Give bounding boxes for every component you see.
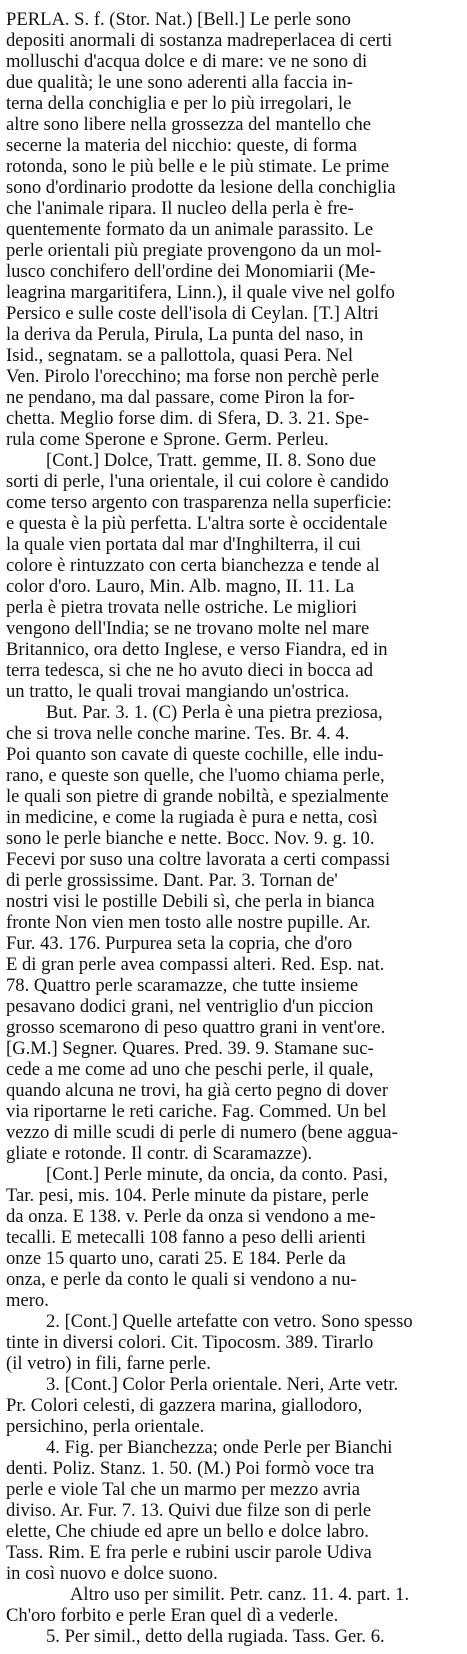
text-line: che l'animale ripara. Il nucleo della perla è fre- [6,198,354,219]
text-line: tinte in diversi colori. Cit. Tipocosm. 389. Tirarlo [6,1332,374,1353]
text-line: perle e viole Tal che un marmo per mezzo avria [6,1479,361,1500]
text-line: molluschi d'acqua dolce e di mare: ve ne sono di [6,51,368,72]
text-line: Tar. pesi, mis. 104. Perle minute da pistare, perle [6,1185,369,1206]
text-line: But. Par. 3. 1. (C) Perla è una pietra preziosa, [46,702,383,723]
text-line: e questa è la più perfetta. L'altra sorte è occidentale [6,513,388,534]
text-line: cede a me come ad uno che peschi perle, il quale, [6,1059,374,1080]
text-line: da onza. E 138. v. Perle da onza si vendono a me- [6,1206,376,1227]
text-line: Altro uso per similit. Petr. canz. 11. 4. part. 1. [70,1584,410,1605]
text-line: mero. [6,1290,49,1311]
text-line: [Cont.] Perle minute, da oncia, da conto. Pasi, [46,1164,388,1185]
text-line: vengono dell'India; se ne trovano molte nel mare [6,618,370,639]
text-line: PERLA. S. f. (Stor. Nat.) [Bell.] Le perle sono [6,9,351,30]
text-line: che si trova nelle conche marine. Tes. Br. 4. 4. [6,723,350,744]
text-line: [G.M.] Segner. Quares. Pred. 39. 9. Stamane suc- [6,1038,374,1059]
text-line: la quale vien portata dal mar d'Inghilterra, il cui [6,534,361,555]
text-line: rotonda, sono le più belle e le più stimate. Le prime [6,156,390,177]
text-line: ne pendano, ma dal passare, come Piron la for- [6,387,355,408]
text-line: come terso argento con trasparenza nella superficie: [6,492,392,513]
text-line: denti. Poliz. Stanz. 1. 50. (M.) Poi formò voce tra [6,1458,375,1479]
text-line: sono d'ordinario prodotte da lesione della conchiglia [6,177,396,198]
text-line: Persico e sulle coste dell'isola di Ceylan. [T.] Altri [6,303,379,324]
text-line: Ven. Pirolo l'orecchino; ma forse non perchè perle [6,366,380,387]
text-line: Tass. Rim. E fra perle e rubini uscir parole Udiva [6,1542,372,1563]
text-line: due qualità; le une sono aderenti alla faccia in- [6,72,353,93]
text-line: di perle grossissime. Dant. Par. 3. Tornan de' [6,870,338,891]
text-line: nostri visi le postille Debili sì, che perla in bianca [6,891,375,912]
text-line: (il vetro) in fili, farne perle. [6,1353,211,1374]
text-line: quentemente formato da un animale parassito. Le [6,219,374,240]
text-line: rula come Sperone e Sprone. Germ. Perleu. [6,429,329,450]
text-line: 4. Fig. per Bianchezza; onde Perle per Bianchi [46,1437,393,1458]
text-line: color d'oro. Lauro, Min. Alb. magno, II. 11. La [6,576,355,597]
text-line: terna della conchiglia e per lo più irregolari, le [6,93,352,114]
text-line: perle orientali più pregiate provengono da un mol- [6,240,382,261]
text-line: in così nuovo e dolce suono. [6,1563,218,1584]
text-line: onza, e perle da conto le quali si vendono a nu- [6,1269,357,1290]
text-line: Fur. 43. 176. Purpurea seta la copria, che d'oro [6,933,353,954]
text-line: lusco conchifero dell'ordine dei Monomiarii (Me- [6,261,376,282]
text-line: quando alcuna ne trovi, ha già certo pegno di dover [6,1080,389,1101]
text-line: 5. Per simil., detto della rugiada. Tass. Ger. 6. [46,1626,385,1647]
text-line: pesavano dodici grani, nel ventriglio d'un piccion [6,996,374,1017]
text-line: elette, Che chiude ed apre un bello e dolce labro. [6,1521,369,1542]
text-line: vezzo di mille scudi di perle di numero (bene aggua- [6,1122,398,1143]
text-line: leagrina margaritifera, Linn.), il quale vive nel golfo [6,282,395,303]
text-line: Ch'oro forbito e perle Eran quel dì a vederle. [6,1605,339,1626]
text-line: Fecevi por suso una coltre lavorata a certi compassi [6,849,391,870]
text-line: terra tedesca, si che ne ho avuto dieci in bocca ad [6,660,374,681]
text-line: fronte Non vien men tosto alle nostre pupille. Ar. [6,912,371,933]
text-line: chetta. Meglio forse dim. di Sfera, D. 3. 21. Spe- [6,408,370,429]
text-line: tecalli. E metecalli 108 fanno a peso delli arienti [6,1227,366,1248]
text-line: Pr. Colori celesti, di gazzera marina, giallodoro, [6,1395,363,1416]
text-line: gliate e rotonde. Il contr. di Scaramazze). [6,1143,313,1164]
text-line: 3. [Cont.] Color Perla orientale. Neri, Arte vetr. [46,1374,399,1395]
text-line: persichino, perla orientale. [6,1416,205,1437]
text-line: [Cont.] Dolce, Tratt. gemme, II. 8. Sono due [46,450,377,471]
text-line: rano, e queste son quelle, che l'uomo chiama perle, [6,765,385,786]
text-line: secerne la materia del nicchio: queste, di forma [6,135,358,156]
text-line: colore è rintuzzato con certa bianchezza e tende al [6,555,380,576]
text-line: E di gran perle avea compassi alteri. Red. Esp. nat. [6,954,385,975]
text-line: altre sono libere nella grossezza del mantello che [6,114,372,135]
text-line: un tratto, le quali trovai mangiando un'ostrica. [6,681,350,702]
text-line: Isid., segnatam. se a pallottola, quasi Pera. Nel [6,345,353,366]
text-line: in medicine, e come la rugiada è pura e netta, così [6,807,378,828]
text-line: via riportarne le reti cariche. Fag. Commed. Un bel [6,1101,387,1122]
text-line: perla è pietra trovata nelle ostriche. Le migliori [6,597,358,618]
text-line: sono le perle bianche e nette. Bocc. Nov. 9. g. 10. [6,828,375,849]
text-line: 78. Quattro perle scaramazze, che tutte insieme [6,975,359,996]
text-line: Poi quanto son cavate di queste cochille, elle indu- [6,744,384,765]
text-line: sorti di perle, l'una orientale, il cui colore è candido [6,471,389,492]
text-line: onze 15 quarto uno, carati 25. E 184. Perle da [6,1248,346,1269]
text-line: Britannico, ora detto Inglese, e verso Fiandra, ed in [6,639,388,660]
text-line: 2. [Cont.] Quelle artefatte con vetro. Sono spesso [46,1311,413,1332]
text-line: le quali son pietre di grande nobiltà, e spezialmente [6,786,389,807]
text-line: depositi anormali di sostanza madreperlacea di certi [6,30,393,51]
text-line: diviso. Ar. Fur. 7. 13. Quivi due filze son di perle [6,1500,372,1521]
text-line: la deriva da Perula, Pirula, La punta del naso, in [6,324,364,345]
text-line: grosso scemarono di peso quattro grani in vent'ore. [6,1017,386,1038]
